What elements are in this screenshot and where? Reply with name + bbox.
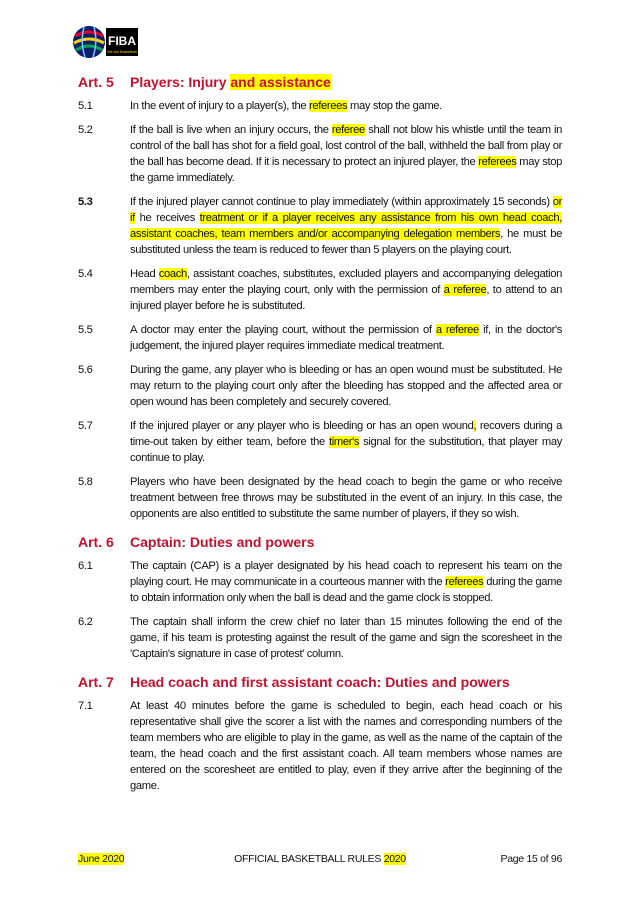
- logo-wordmark: FIBA: [108, 34, 136, 48]
- rule-clause: [78, 418, 562, 466]
- page-footer: [78, 853, 562, 865]
- text-run: The captain shall inform the crew chief no later than 15 minutes following the end of the game, if his team is protesting against the result of the game and sign the scoresheet in the 'Captain's signature in case of protest' column.: [130, 616, 562, 660]
- clause-number: 7.1: [78, 700, 93, 712]
- clause-number: 5.3: [78, 196, 93, 208]
- article-number: Art. 7: [78, 674, 114, 690]
- rules-content: [78, 74, 562, 802]
- clause-text: [130, 122, 562, 186]
- rule-clause: [78, 474, 562, 522]
- highlighted-text: referees: [445, 576, 484, 588]
- text-run: during the game to obtain information only when the ball is dead and the game clock is stopped.: [130, 576, 562, 604]
- highlighted-text: referee: [331, 124, 365, 136]
- footer-title-year: 2020: [383, 853, 406, 865]
- text-run: The captain (CAP) is a player designated by his head coach to represent his team on the playing court. He may communicate in a courteous manner with the: [130, 560, 562, 588]
- highlighted-text: referees: [308, 100, 348, 112]
- rule-clause: [78, 698, 562, 794]
- text-run: Players who have been designated by the head coach to begin the game or who receive treatment between free throws may be substituted in the event of an injury. In this case, the opponents are also entitled to substitute the same number of players, if they so wish.: [130, 476, 562, 520]
- text-run: If the injured player or any player who is bleeding or has an open wound: [130, 420, 474, 432]
- highlighted-text: coach: [158, 268, 187, 280]
- clause-number: 6.1: [78, 560, 93, 572]
- rule-clause: [78, 266, 562, 314]
- highlighted-text: or if: [130, 196, 562, 224]
- highlighted-text: a referee: [443, 284, 487, 296]
- clause-text: [130, 266, 562, 314]
- rule-clause: [78, 558, 562, 606]
- text-run: If the injured player cannot continue to play immediately (within approximately 15 seconds): [130, 196, 553, 208]
- highlighted-text: timer's: [328, 436, 360, 448]
- footer-page-number: Page 15 of 96: [500, 853, 562, 865]
- logo-tagline: We Are Basketball: [107, 50, 137, 54]
- text-run: A doctor may enter the playing court, without the permission of: [130, 324, 436, 336]
- text-run: , assistant coaches, substitutes, excluded players and accompanying delegation members may enter the playing court, only with the permission of: [130, 268, 562, 296]
- clause-text: [130, 98, 562, 114]
- rule-clause: [78, 194, 562, 258]
- clause-number: 5.4: [78, 268, 93, 280]
- article-heading: [78, 74, 562, 90]
- text-run: he receives: [134, 212, 200, 224]
- highlighted-text: referees: [478, 156, 517, 168]
- clause-text: [130, 194, 562, 258]
- article-number: Art. 5: [78, 74, 114, 90]
- fiba-logo: [72, 22, 140, 62]
- article-heading: [78, 674, 562, 690]
- text-run: Head coach and first assistant coach: Duties and powers: [130, 674, 510, 690]
- clause-number: 5.5: [78, 324, 93, 336]
- text-run: , to attend to an injured player before he is substituted.: [130, 284, 562, 312]
- article-title: [130, 74, 562, 90]
- clause-text: [130, 362, 562, 410]
- text-run: recovers during a time-out taken by either team, before the: [130, 420, 562, 448]
- text-run: may stop the game immediately.: [130, 156, 562, 184]
- clause-text: [130, 474, 562, 522]
- text-run: Players: Injury: [130, 74, 231, 90]
- article-title: [130, 674, 562, 690]
- text-run: Captain: Duties and powers: [130, 534, 315, 550]
- text-run: if, in the doctor's judgement, the injured player requires immediate medical treatment.: [130, 324, 562, 352]
- text-run: If the ball is live when an injury occurs, the: [130, 124, 332, 136]
- footer-title-text: OFFICIAL BASKETBALL RULES: [234, 853, 384, 865]
- highlighted-text: treatment or if a player receives any assistance from his own head coach, assistant coaches, team members and/or accompanying delegation members: [130, 212, 562, 240]
- highlighted-text: ,: [473, 420, 477, 432]
- clause-number: 5.7: [78, 420, 93, 432]
- text-run: shall not blow his whistle until the team in control of the ball has shot for a field goal, lost control of the ball, withheld the ball from play or the ball has become dead. If it is necessary to protect an injured player, the: [130, 124, 562, 168]
- text-run: may stop the game.: [347, 100, 442, 112]
- clause-number: 6.2: [78, 616, 93, 628]
- clause-number: 5.6: [78, 364, 93, 376]
- clause-text: [130, 322, 562, 354]
- rule-clause: [78, 122, 562, 186]
- rule-clause: [78, 614, 562, 662]
- clause-number: 5.8: [78, 476, 93, 488]
- basketball-globe-icon: [73, 26, 105, 58]
- rule-clause: [78, 322, 562, 354]
- clause-text: [130, 614, 562, 662]
- text-run: During the game, any player who is bleeding or has an open wound must be substituted. He may return to the playing court only after the bleeding has stopped and the affected area or open wound has been completely and securely covered.: [130, 364, 562, 408]
- footer-date: June 2020: [78, 853, 125, 865]
- article-title: [130, 534, 562, 550]
- highlighted-text: a referee: [435, 324, 479, 336]
- clause-text: [130, 558, 562, 606]
- clause-number: 5.2: [78, 124, 93, 136]
- highlighted-text: and assistance: [230, 74, 331, 90]
- clause-text: [130, 698, 562, 794]
- text-run: , he must be substituted unless the team is reduced to fewer than 5 players on the playing court.: [130, 228, 562, 256]
- article-heading: [78, 534, 562, 550]
- footer-title: [78, 853, 562, 865]
- article-number: Art. 6: [78, 534, 114, 550]
- clause-text: [130, 418, 562, 466]
- text-run: In the event of injury to a player(s), the: [130, 100, 309, 112]
- text-run: At least 40 minutes before the game is scheduled to begin, each head coach or his representative shall give the scorer a list with the names and corresponding numbers of the team members who are eligible to play in the game, as well as the name of the captain of the team, the head coach and the first assistant coach. All team members whose names are entered on the scoresheet are entitled to play, even if they arrive after the beginning of the game.: [130, 700, 562, 792]
- clause-number: 5.1: [78, 100, 93, 112]
- rule-clause: [78, 362, 562, 410]
- text-run: Head: [130, 268, 159, 280]
- rule-clause: [78, 98, 562, 114]
- text-run: signal for the substitution, that player may continue to play.: [130, 436, 562, 464]
